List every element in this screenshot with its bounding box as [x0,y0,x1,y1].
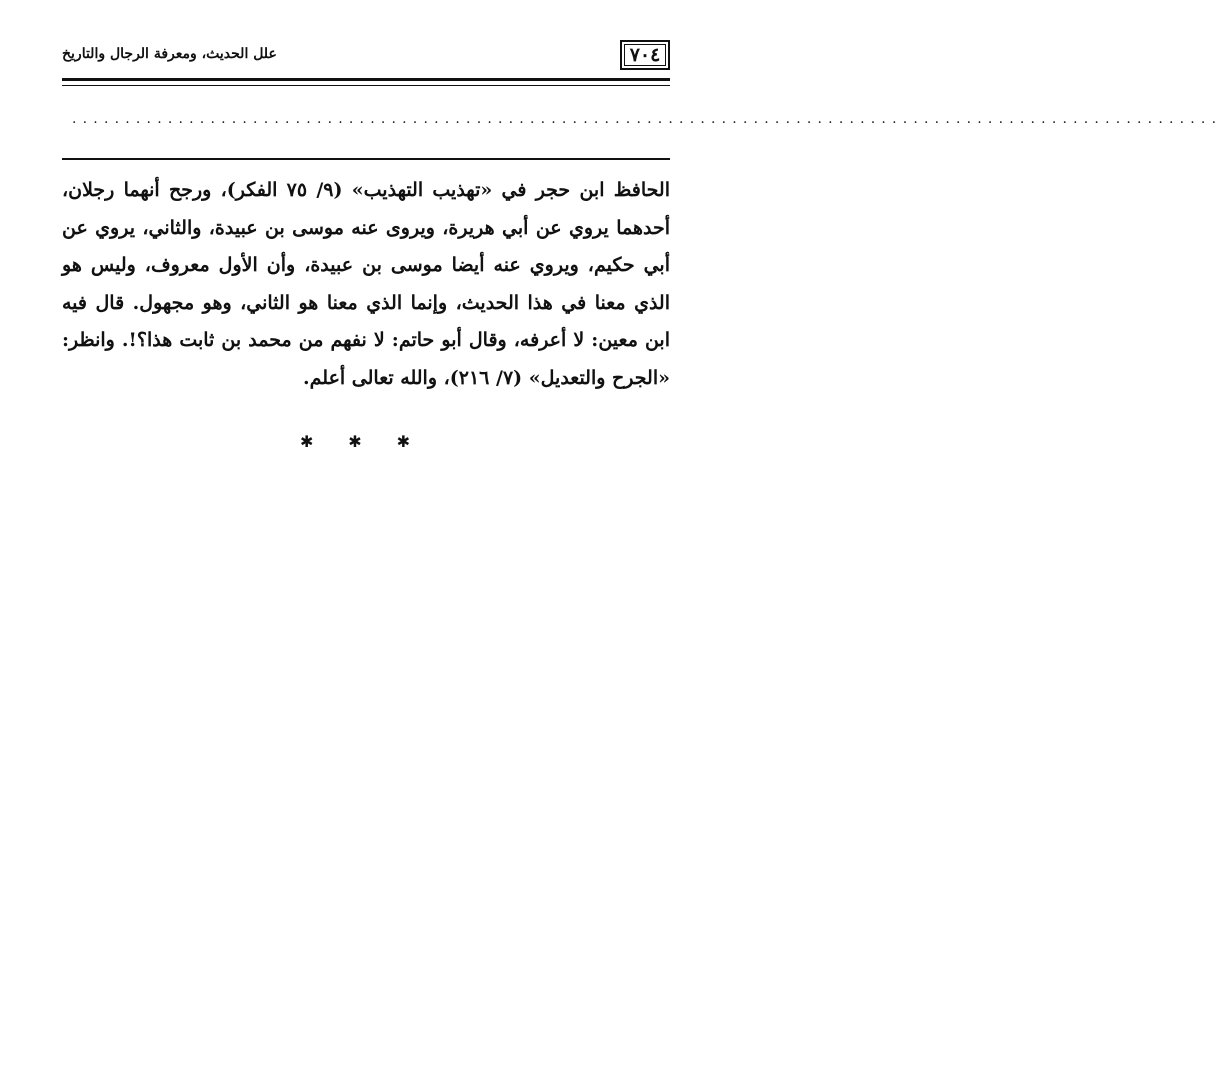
footnote-paragraph: الحافظ ابن حجر في «تهذيب التهذيب» (٩/ ٧٥ الفكر)، ورجح أنهما رجلان، أحدهما يروي عن أبي هريرة، ويروى عنه موسى بن عبيدة، والثاني، يروي عن أبي حكيم، ويروي عنه أيضا موسى بن عبيدة، وأن الأول معروف، وليس هو الذي معنا في هذا الحديث، وإنما الذي معنا هو الثاني، وهو مجهول. قال فيه ابن معين: لا أعرفه، وقال أبو حاتم: لا نفهم من محمد بن ثابت هذا؟!. وانظر: «الجرح والتعديل» (٧/ ٢١٦)، والله تعالى أعلم. [62,179,670,389]
footnote-rule [62,158,670,160]
page-number-box: ٧٠٤ [620,40,670,70]
header-rule-thin [62,85,670,86]
star-icon: ✱ [348,432,362,451]
running-title: علل الحديث، ومعرفة الرجال والتاريخ [62,46,277,62]
star-icon: ✱ [300,432,314,451]
footnote-text-block [62,172,670,397]
section-end-ornament [300,432,410,452]
star-icon: ✱ [396,432,410,451]
dotted-separator: ............................................................................................................ [72,111,1222,127]
header-rule-thick [62,78,670,81]
page-header [62,40,670,78]
